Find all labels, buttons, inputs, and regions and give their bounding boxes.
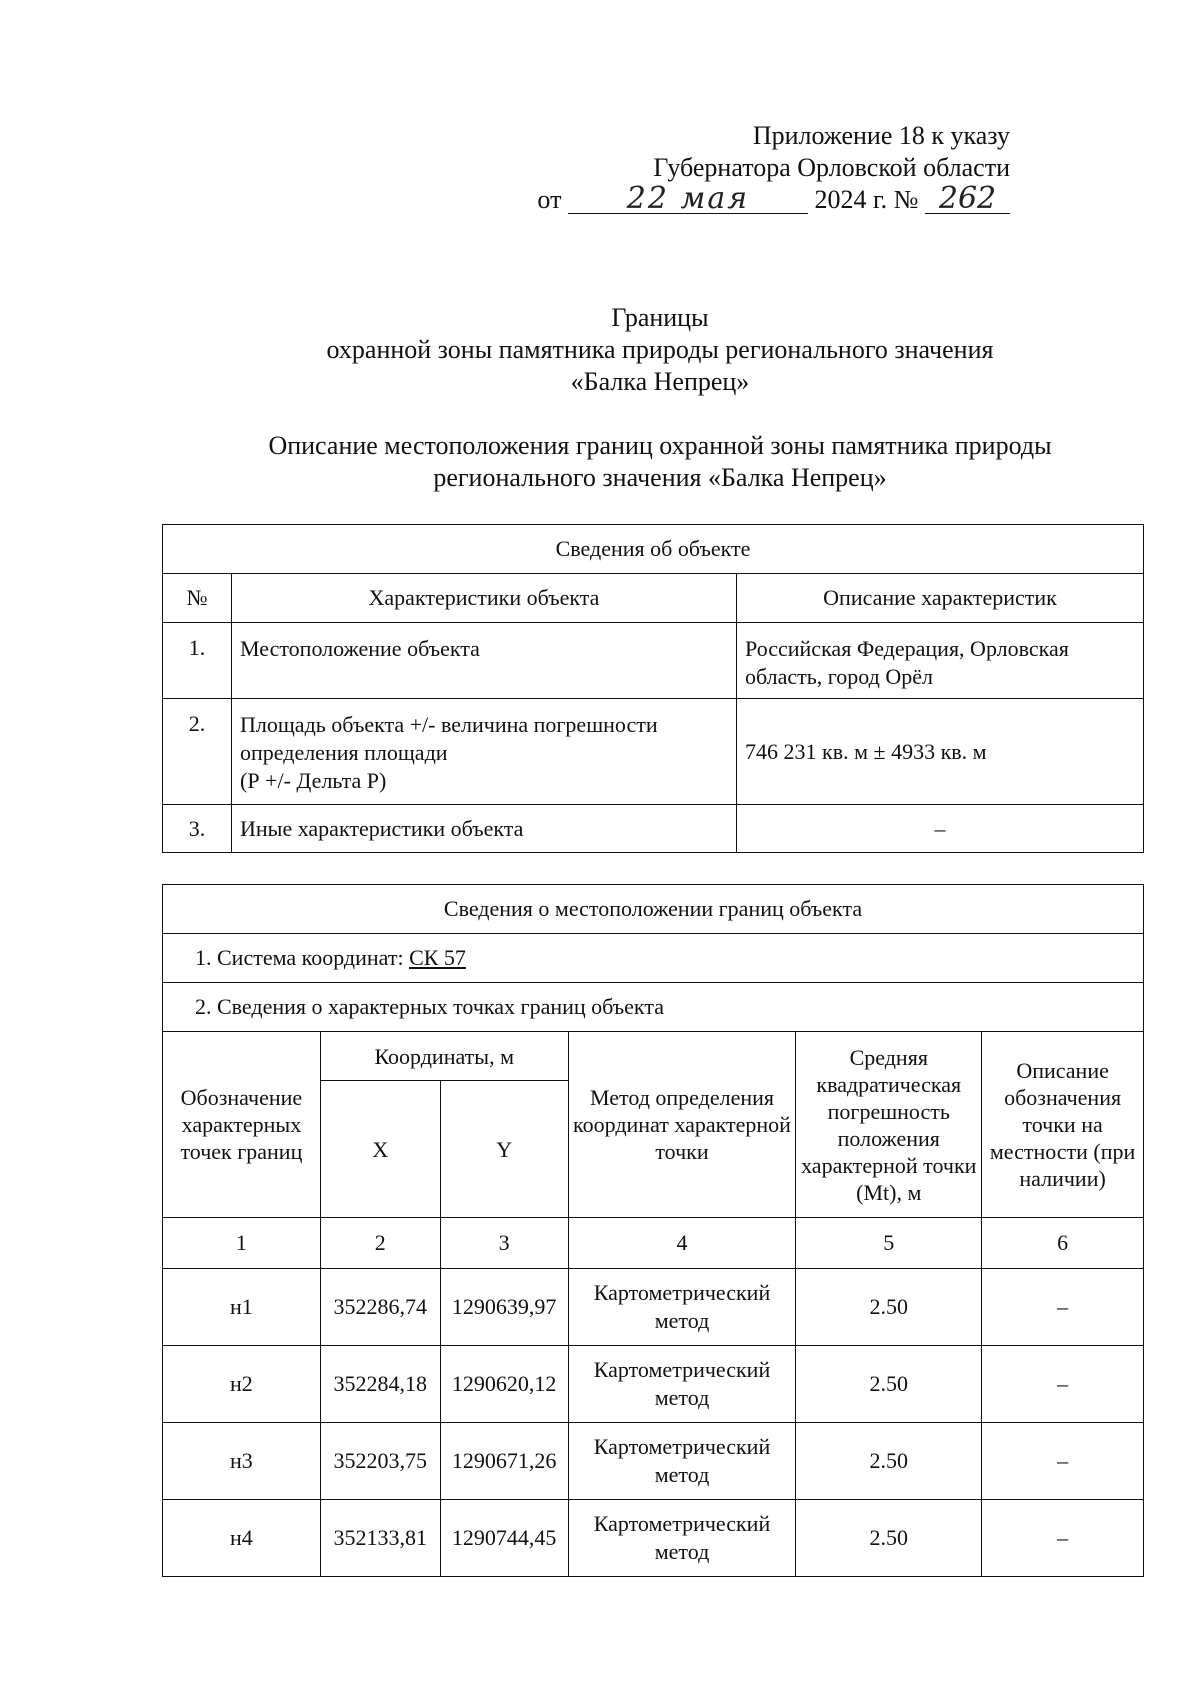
column-number: 2 <box>320 1218 440 1269</box>
point-method: Картометрический метод <box>568 1346 796 1423</box>
point-y: 1290620,12 <box>440 1346 568 1423</box>
decree-date-line <box>537 181 1010 216</box>
row-number: 2. <box>163 699 232 805</box>
title-line-3: «Балка Непрец» <box>570 367 750 396</box>
point-method: Картометрический метод <box>568 1423 796 1500</box>
row-description: 746 231 кв. м ± 4933 кв. м <box>737 699 1144 805</box>
point-name: н1 <box>163 1269 321 1346</box>
column-header-description: Описание характеристик <box>737 574 1144 623</box>
document-subtitle <box>160 430 1160 494</box>
row-number: 3. <box>163 805 232 853</box>
object-info-table <box>162 524 1144 853</box>
point-error: 2.50 <box>796 1346 982 1423</box>
characteristic-line: определения площади <box>240 740 448 765</box>
column-numbers-row <box>163 1218 1144 1269</box>
header-x: X <box>320 1081 440 1218</box>
points-caption: 2. Сведения о характерных точках границ объекта <box>163 983 1144 1032</box>
column-number: 3 <box>440 1218 568 1269</box>
date-prefix: от <box>537 185 562 214</box>
table-row <box>163 1346 1144 1423</box>
table-row <box>163 699 1144 805</box>
characteristic-line: (Р +/- Дельта Р) <box>240 768 387 793</box>
table-row <box>163 1269 1144 1346</box>
table-row <box>163 805 1144 853</box>
point-description: – <box>982 1500 1144 1577</box>
table-row <box>163 623 1144 699</box>
header-coordinates: Координаты, м <box>320 1032 568 1081</box>
point-x: 352284,18 <box>320 1346 440 1423</box>
header-designation: Обозначение характерных точек границ <box>163 1032 321 1218</box>
point-y: 1290671,26 <box>440 1423 568 1500</box>
point-error: 2.50 <box>796 1500 982 1577</box>
row-characteristic <box>232 699 737 805</box>
coordinate-system-label: 1. Система координат: <box>195 945 404 970</box>
title-line-2: охранной зоны памятника природы регионального значения <box>326 335 994 364</box>
column-number: 5 <box>796 1218 982 1269</box>
row-description: – <box>737 805 1144 853</box>
header-method: Метод определения координат характерной точки <box>568 1032 796 1218</box>
point-x: 352133,81 <box>320 1500 440 1577</box>
year-and-number-label: 2024 г. № <box>814 185 919 214</box>
subtitle-line-1: Описание местоположения границ охранной зоны памятника природы <box>268 431 1052 460</box>
column-number: 4 <box>568 1218 796 1269</box>
characteristic-line: Площадь объекта +/- величина погрешности <box>240 712 658 737</box>
row-characteristic: Местоположение объекта <box>232 623 737 699</box>
point-name: н2 <box>163 1346 321 1423</box>
point-x: 352203,75 <box>320 1423 440 1500</box>
row-characteristic: Иные характеристики объекта <box>232 805 737 853</box>
header-error: Средняя квадратическая погрешность положения характерной точки (Mt), м <box>796 1032 982 1218</box>
header-point-description: Описание обозначения точки на местности (при наличии) <box>982 1032 1144 1218</box>
point-description: – <box>982 1346 1144 1423</box>
column-header-characteristic: Характеристики объекта <box>232 574 737 623</box>
appendix-header <box>537 120 1010 216</box>
point-x: 352286,74 <box>320 1269 440 1346</box>
point-error: 2.50 <box>796 1269 982 1346</box>
boundary-table-caption: Сведения о местоположении границ объекта <box>163 885 1144 934</box>
handwritten-decree-number: 262 <box>925 185 1010 214</box>
appendix-line-2: Губернатора Орловской области <box>653 153 1010 182</box>
header-y: Y <box>440 1081 568 1218</box>
point-y: 1290744,45 <box>440 1500 568 1577</box>
coordinate-system-row <box>163 934 1144 983</box>
coordinate-system-value: СК 57 <box>409 945 466 970</box>
row-number: 1. <box>163 623 232 699</box>
table-row <box>163 1423 1144 1500</box>
point-name: н3 <box>163 1423 321 1500</box>
title-line-1: Границы <box>611 303 709 332</box>
point-y: 1290639,97 <box>440 1269 568 1346</box>
table-row <box>163 1500 1144 1577</box>
column-number: 6 <box>982 1218 1144 1269</box>
boundary-points-table <box>162 884 1144 1577</box>
point-error: 2.50 <box>796 1423 982 1500</box>
document-title <box>160 302 1160 398</box>
point-description: – <box>982 1423 1144 1500</box>
column-header-number: № <box>163 574 232 623</box>
subtitle-line-2: регионального значения «Балка Непрец» <box>433 463 887 492</box>
point-description: – <box>982 1269 1144 1346</box>
object-table-caption: Сведения об объекте <box>163 525 1144 574</box>
handwritten-date: 22 мая <box>568 185 808 214</box>
point-name: н4 <box>163 1500 321 1577</box>
point-method: Картометрический метод <box>568 1500 796 1577</box>
column-number: 1 <box>163 1218 321 1269</box>
row-description: Российская Федерация, Орловская область, город Орёл <box>737 623 1144 699</box>
point-method: Картометрический метод <box>568 1269 796 1346</box>
appendix-line-1: Приложение 18 к указу <box>752 121 1010 150</box>
